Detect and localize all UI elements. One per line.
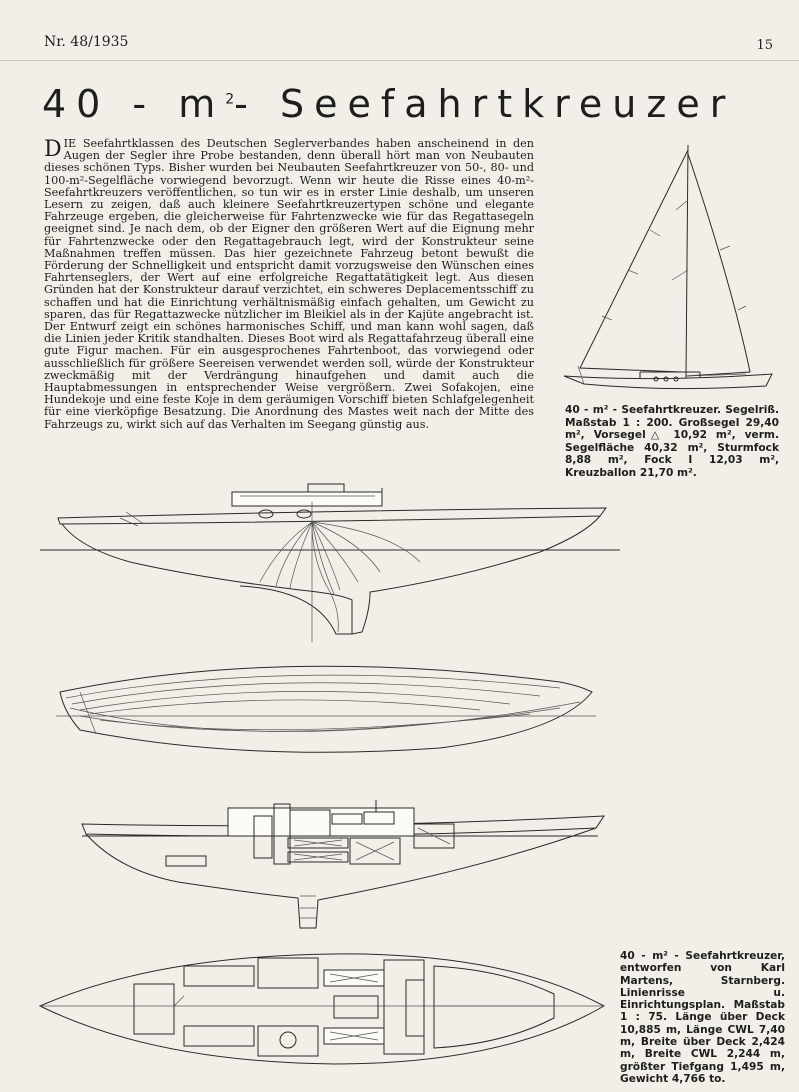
title-superscript: 2: [225, 91, 235, 108]
title-rest: - Seefahrtkreuzer: [234, 82, 736, 126]
title-main: 40 - m: [42, 82, 226, 126]
lines-plan-half-breadth: [40, 652, 610, 762]
header-rule: [0, 60, 799, 61]
article-body-text: IE Seefahrtklassen des Deutschen Seglerverbandes haben anscheinend in den Augen der Segler ihre Probe bestanden, denn überall hört man von Neubauten dieses schönen Typs. Bisher wurden bei Neubauten Seefahrtkreuzer von 50-, 80- und 100-m²-Segelfläche vorwiegend bevorzugt. Wenn wir heute die Risse eines 40-m²-Seefahrtkreuzers veröffentlichen, so tun wir es in erster Linie deshalb, um unseren Lesern zu zeigen, daß auch kleinere Seefahrtkreuzertypen schöne und elegante Fahrzeuge ergeben, die gleicherweise für Fahrtenzwecke wie für das Regattasegeln geeignet sind. Je nach dem, ob der Eigner den größeren Wert auf die Eignung mehr für Fahrtenzwecke oder den Regattagebrauch legt, wird der Konstrukteur seine Maßnahmen treffen müssen. Das hier gezeichnete Fahrzeug betont bewußt die Förderung der Schnelligkeit und entspricht damit vorzugsweise den Wünschen eines Fahrtenseglers, der Wert auf eine erfolgreiche Regattatätigkeit legt. Aus diesen Gründen hat der Konstrukteur darauf verzichtet, ein schweres Deplacementsschiff zu schaffen und hat die Einrichtung verhältnismäßig einfach gehalten, um Gewicht zu sparen, das für Regattazwecke nützlicher im Bleikiel als in der Kajüte angebracht ist. Der Entwurf zeigt ein schönes harmonisches Schiff, und man kann wohl sagen, daß die Linien jeder Kritik standhalten. Dieses Boot wird als Regattafahrzeug überall eine gute Figur machen. Für ein ausgesprochenes Fahrtenboot, das vorwiegend oder ausschließlich für größere Seereisen verwendet werden soll, würde der Konstrukteur zweckmäßig mit der Verdrängung hinaufgehen und damit auch die Hauptabmessungen in entsprechender Weise vergrößern. Zwei Sofakojen, eine Hundekoje und eine feste Koje in dem geräumigen Vorschiff bieten Schlafgelegenheit für eine vierköpfige Besatzung. Die Anordnung des Mastes weit nach der Mitte des Fahrzeugs zu, wirkt sich auf das Verhalten im Seegang günstig aus.: [44, 137, 534, 431]
accommodation-deck-plan: [34, 940, 609, 1080]
sail-plan-drawing: [560, 140, 780, 395]
accommodation-profile: [78, 800, 608, 930]
sail-plan-caption: 40 - m² - Seefahrtkreuzer. Segelriß. Maßstab 1 : 200. Großsegel 29,40 m², Vorsegel△ 10,92 m², verm. Segelfläche 40,32 m², Sturmfock 8,88 m², Fock I 12,03 m², Kreuzballon 21,70 m².: [565, 404, 779, 479]
issue-number: Nr. 48/1935: [44, 34, 129, 50]
article-title: [42, 82, 735, 126]
lines-plan-profile: [40, 482, 620, 642]
article-body: [44, 138, 534, 431]
page-number: 15: [756, 38, 773, 53]
lines-plan-caption: 40 - m² - Seefahrtkreuzer, entworfen von Karl Martens, Starnberg. Linienrisse u. Einrichtungsplan. Maßstab 1 : 75. Länge über Deck 10,885 m, Länge CWL 7,40 m, Breite über Deck 2,424 m, Breite CWL 2,244 m, größter Tiefgang 1,495 m, Gewicht 4,766 to.: [620, 950, 785, 1085]
drop-cap: D: [44, 137, 62, 162]
